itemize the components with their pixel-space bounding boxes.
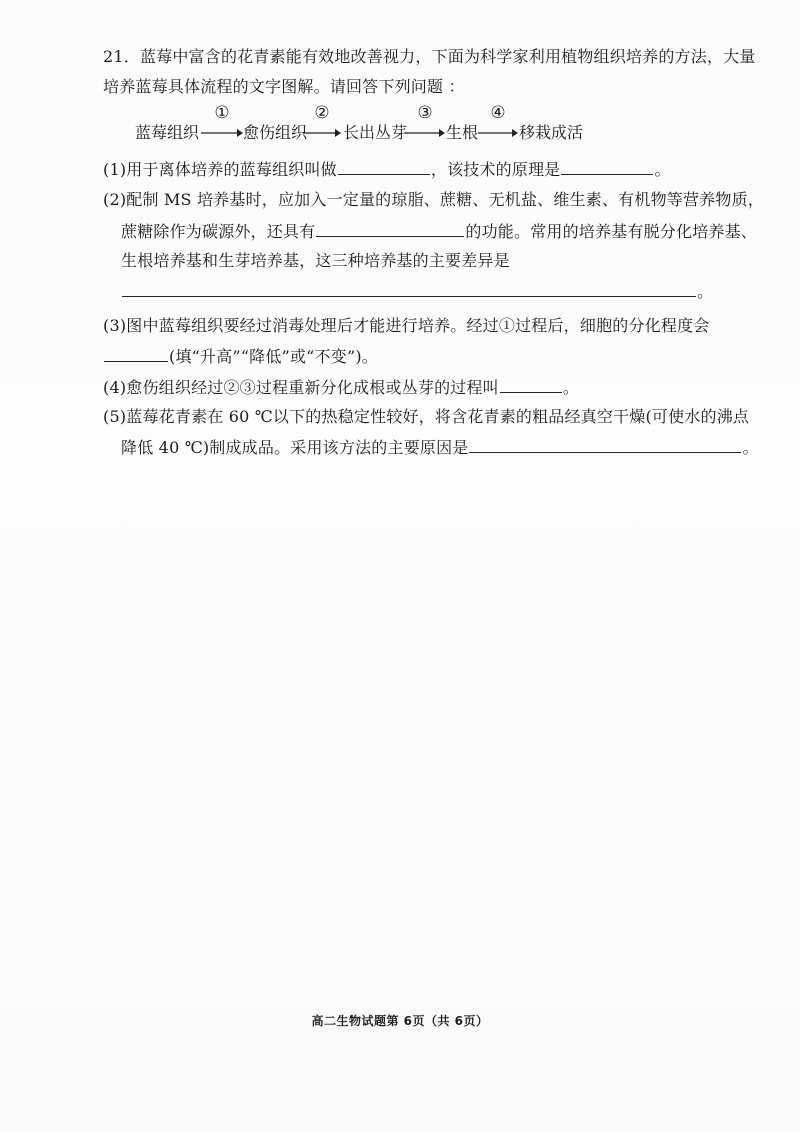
question-4 — [103, 376, 579, 399]
question-1-text-c: 。 — [654, 160, 671, 179]
question-3-line-1: (3)图中蓝莓组织要经过消毒处理后才能进行培养。经过①过程后，细胞的分化程度会 — [103, 316, 710, 335]
question-1-text-a: (1)用于离体培养的蓝莓组织叫做 — [103, 160, 337, 179]
question-4-text-b: 。 — [562, 378, 580, 397]
arrow-right-icon — [303, 126, 341, 140]
answer-blank-2b[interactable] — [122, 280, 696, 297]
question-2-line-4 — [121, 280, 713, 303]
question-2-line-3: 生根培养基和生芽培养基，这三种培养基的主要差异是 — [121, 251, 510, 270]
flow-arrow-2 — [303, 104, 341, 144]
flow-node-blueberry-tissue: 蓝莓组织 — [135, 123, 200, 142]
answer-blank-2a[interactable] — [316, 220, 464, 237]
question-2-end: 。 — [697, 282, 714, 301]
step-label-2: ② — [314, 103, 330, 123]
answer-blank-4[interactable] — [500, 376, 562, 393]
question-5-line-1: (5)蓝莓花青素在 60 ℃以下的热稳定性较好，将含花青素的粗品经真空干燥(可使水的沸点 — [103, 407, 750, 426]
flow-arrow-3 — [405, 104, 445, 144]
step-label-4: ④ — [490, 103, 506, 123]
question-2-text-b: 的功能。常用的培养基有脱分化培养基、 — [465, 222, 758, 241]
arrow-right-icon — [478, 126, 518, 140]
question-5-text-b: 。 — [742, 438, 759, 457]
question-intro-line-1: 21．蓝莓中富含的花青素能有效地改善视力，下面为科学家利用植物组织培养的方法，大量 — [103, 47, 756, 66]
question-2-line-2 — [121, 220, 757, 243]
step-label-3: ③ — [417, 103, 433, 123]
question-3-line-2 — [103, 345, 378, 368]
question-1-text-b: ，该技术的原理是 — [430, 160, 561, 179]
page-footer: 高二生物试题第 6页（共 6页） — [311, 1014, 489, 1028]
flow-arrow-1 — [201, 104, 243, 144]
question-5-line-2 — [121, 436, 759, 459]
answer-blank-1b[interactable] — [561, 158, 653, 175]
question-2-line-1: (2)配制 MS 培养基时，应加入一定量的琼脂、蔗糖、无机盐、维生素、有机物等营养物质， — [103, 190, 764, 209]
flow-node-shoots: 长出丛芽 — [343, 123, 408, 142]
question-5-text-a: 降低 40 ℃)制成成品。采用该方法的主要原因是 — [121, 438, 469, 457]
answer-blank-1a[interactable] — [338, 158, 430, 175]
flow-node-callus: 愈伤组织 — [243, 123, 308, 142]
flow-node-transplant: 移栽成活 — [519, 123, 584, 142]
question-intro-line-2: 培养蓝莓具体流程的文字图解。请回答下列问题 ： — [103, 77, 465, 96]
arrow-right-icon — [201, 126, 243, 140]
question-1 — [103, 158, 671, 181]
question-3-text: (填“升高”“降低”或“不变”)。 — [169, 347, 378, 366]
flow-arrow-4 — [478, 104, 518, 144]
flow-node-rooting: 生根 — [446, 123, 479, 142]
question-4-text-a: (4)愈伤组织经过②③过程重新分化成根或丛芽的过程叫 — [103, 378, 499, 397]
question-2-text-a: 蔗糖除作为碳源外，还具有 — [121, 222, 316, 241]
answer-blank-3[interactable] — [104, 345, 168, 362]
arrow-right-icon — [405, 126, 445, 140]
step-label-1: ① — [214, 103, 230, 123]
answer-blank-5[interactable] — [469, 436, 741, 453]
